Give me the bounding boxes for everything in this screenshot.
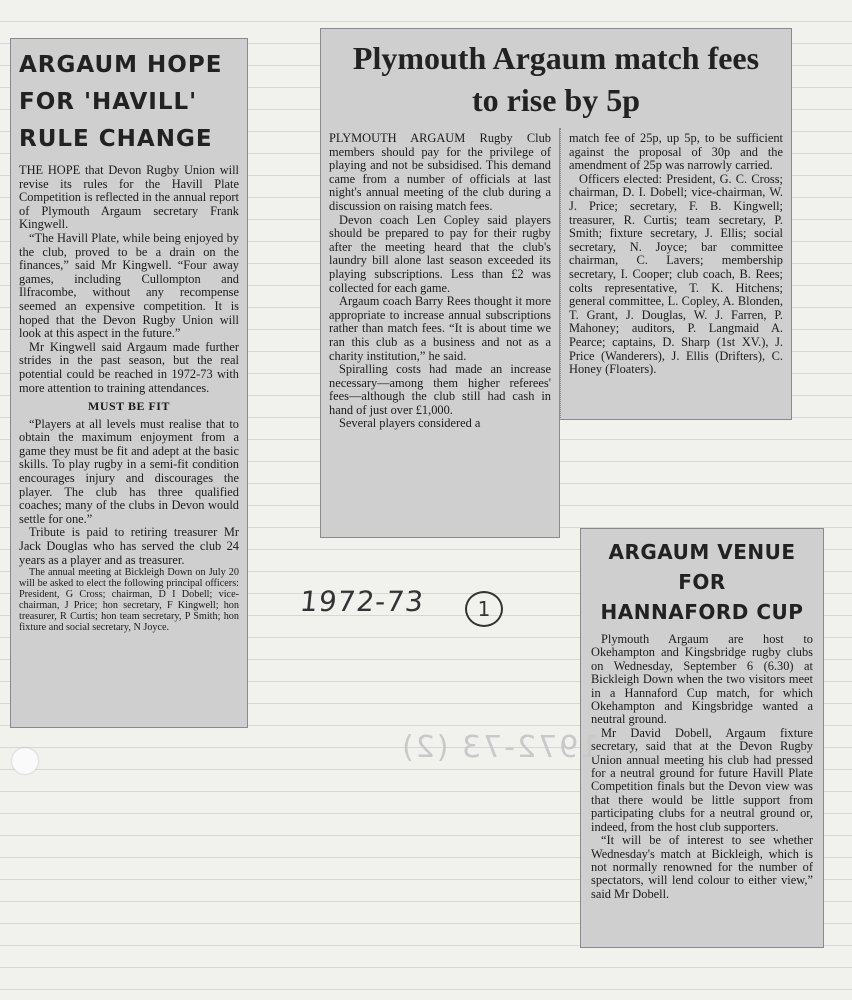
paragraph: Argaum coach Barry Rees thought it more appropriate to increase annual subscriptions rather than match fees. “It is about time we ran this club as a business and not as a charity institution,” he said. (329, 294, 551, 363)
headline-line: ARGAUM HOPE (19, 52, 223, 78)
headline-line: RULE CHANGE (19, 126, 213, 152)
handwritten-circled-number: 1 (465, 591, 503, 627)
headline-line: to rise by 5p (472, 82, 640, 118)
clipping-match-fees-headline-box (320, 28, 792, 130)
headline-line: Plymouth Argaum match fees (352, 40, 760, 76)
handwritten-year: 1972-73 (298, 585, 426, 618)
paragraph: “The Havill Plate, while being enjoyed by the club, proved to be a drain on the finances,” said Mr Kingwell. “Four away games, including Cullompton and Ilfracombe, without any recompense seemed an expensive competition. It is hoped that the Devon Rugby Union will look at this aspect in the future.” (19, 230, 239, 341)
paragraph: Mr Kingwell said Argaum made further strides in the past season, but the real potential could be reached in 1972-73 with more attention to training attendances. (19, 339, 239, 395)
paragraph: Mr David Dobell, Argaum fixture secretary, said that at the Devon Rugby Union annual meeting his club had pressed for a neutral ground for future Havill Plate Competition finals but the Devon view was that there would be little support from participating clubs for a neutral ground or, indeed, from the host club supporters. (591, 725, 813, 834)
headline-line: ARGAUM VENUE FOR (608, 540, 796, 594)
paragraph: Several players considered a (339, 416, 481, 431)
clipping-1-body (19, 164, 239, 633)
paragraph: Devon coach Len Copley said players should be prepared to pay for their rugby after the meeting heard that the club's laundry bill alone last season exceeded its playing subscriptions. Less than £2 was collected for each game. (329, 212, 551, 295)
clipping-match-fees-column-1 (320, 128, 560, 538)
headline-line: HANNAFORD CUP (600, 600, 804, 624)
paragraph: Plymouth Argaum are host to Okehampton and Kingsbridge rugby clubs on Wednesday, September 6 (6.30) at Bickleigh Down when the two visitors meet in a Hannaford Cup match, for which Okehampton and Kingsbridge wanted a neutral ground. (591, 632, 813, 727)
headline-line: FOR 'HAVILL' (19, 89, 198, 115)
paragraph: “It will be of interest to see whether Wednesday's match at Bickleigh, which is not normally renowned for the number of spectators, will lend colour to either view,” said Mr Dobell. (591, 833, 813, 901)
clipping-2-headline (331, 37, 781, 121)
bleed-through-annotation: 1972-73 (2) (400, 730, 600, 765)
subheading: MUST BE FIT (88, 399, 170, 414)
clipping-3-body (591, 633, 813, 901)
clipping-match-fees-column-2 (560, 128, 792, 420)
clipping-1-headline (19, 47, 239, 158)
paragraph: PLYMOUTH ARGAUM Rugby Club members should pay for the privilege of playing and not be subsidised. This demand came from a number of officials at last night's annual meeting of the club during a discussion on raising match fees. (329, 131, 551, 213)
officers-note: The annual meeting at Bickleigh Down on July 20 will be asked to elect the following principal officers: President, G Cross; chairman, D I Dobell; vice-chairman, J Price; hon secretary, F Kingwell; hon treasurer, R Curtis; hon team secretary, P Smith; hon fixture and social secretary, N Joyce. (19, 567, 239, 634)
clipping-2-body-right (569, 132, 783, 377)
clipping-hannaford-cup (580, 528, 824, 948)
paragraph: Tribute is paid to retiring treasurer Mr Jack Douglas who has served the club 24 years as a player and as treasurer. (19, 525, 239, 567)
paragraph: Spiralling costs had made an increase necessary—among them higher referees' fees—although the club still had cash in hand of just over £1,000. (329, 362, 551, 417)
punch-hole (12, 748, 38, 774)
paragraph: Officers elected: President, G. C. Cross; chairman, D. I. Dobell; vice-chairman, W. J. Price; secretary, F. B. Kingwell; treasurer, R. Curtis; team secretary, P. Smith; fixture secretary, J. Ellis; social secretary, N. Joyce; bar committee chairman, C. Lavers; membership secretary, I. Cooper; club coach, B. Rees; colts representative, T. K. Hitchens; general committee, L. Copley, A. Blonden, T. Grant, J. Douglas, W. J. Farren, P. Mahoney; auditors, P. Langmaid A. Pearce; captains, D. Sharp (1st XV.), J. Price (Wanderers), J. Ellis (Drifters), C. Honey (Floaters). (569, 171, 783, 377)
clipping-2-body-left (329, 132, 551, 431)
paragraph: “Players at all levels must realise that to obtain the maximum enjoyment from a game they must be fit and adept at the basic skills. To play rugby in a semi-fit condition encourages injury and discourages the player. The club has three qualified coaches; many of the clubs in Devon would settle for one.” (19, 416, 239, 526)
paragraph: match fee of 25p, up 5p, to be sufficient against the proposal of 30p and the amendment of 25p was narrowly carried. (569, 131, 783, 173)
clipping-havill-rule-change (10, 38, 248, 728)
paragraph: THE HOPE that Devon Rugby Union will revise its rules for the Havill Plate Competition is reflected in the annual report of Plymouth Argaum secretary Frank Kingwell. (19, 163, 239, 232)
clipping-3-headline (591, 537, 813, 627)
